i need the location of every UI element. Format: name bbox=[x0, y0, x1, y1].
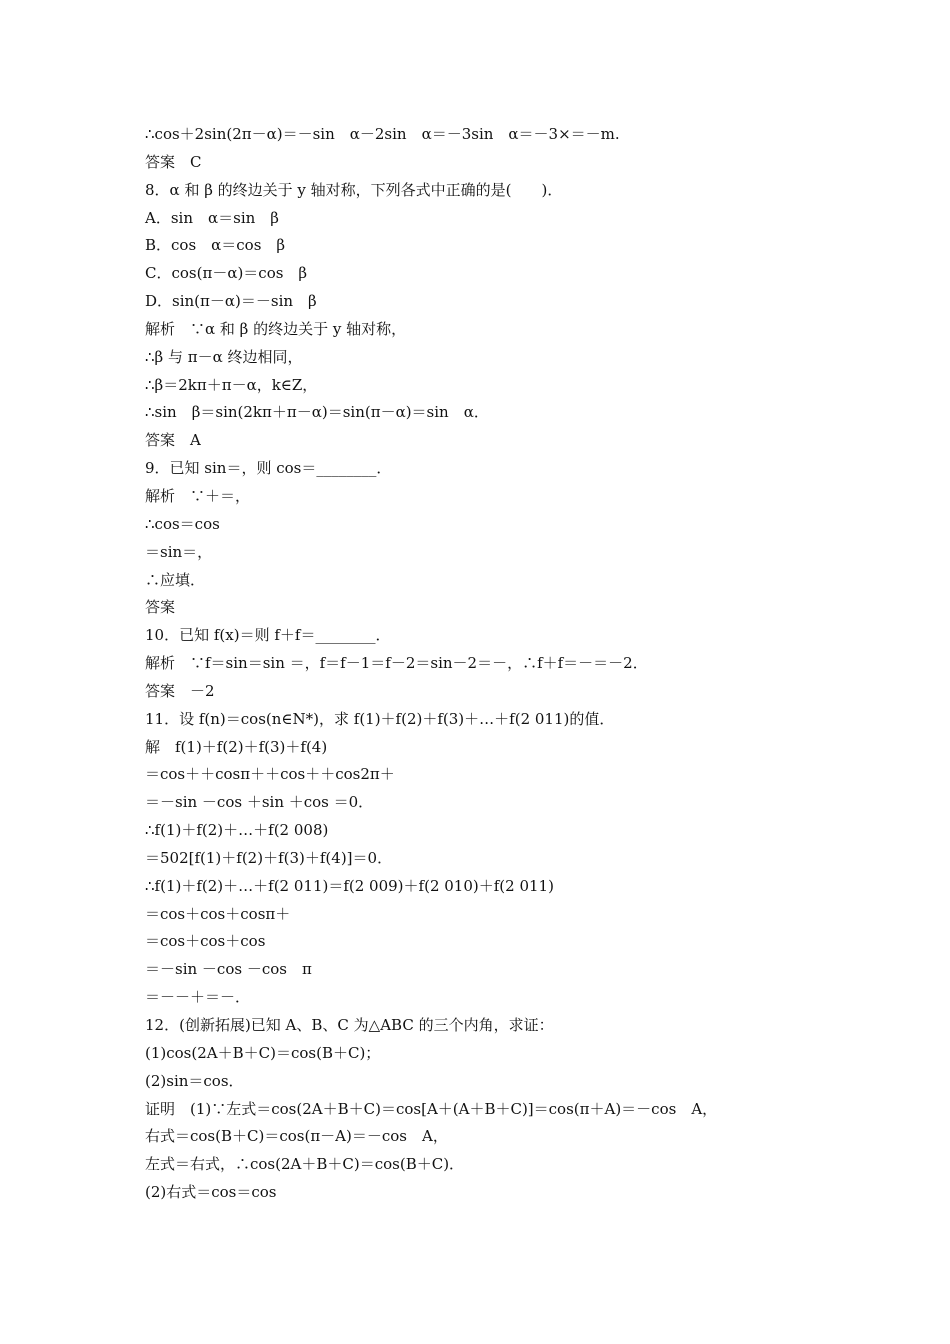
text-line: 左式＝右式，∴cos(2A＋B＋C)＝cos(B＋C)． bbox=[145, 1155, 465, 1174]
question-8: 8．α 和 β 的终边关于 y 轴对称，下列各式中正确的是( )． bbox=[145, 180, 563, 199]
question-11: 11．设 f(n)＝cos(n∈N*)，求 f(1)＋f(2)＋f(3)＋…＋f(2 011)的值． bbox=[145, 709, 615, 728]
answer-line: 答案 A bbox=[145, 431, 201, 450]
option-b: B．cos α＝cos β bbox=[145, 236, 286, 255]
analysis-line: 解析 ∵＋＝， bbox=[145, 486, 251, 505]
text-line: ∴f(1)＋f(2)＋…＋f(2 008) bbox=[145, 821, 329, 840]
text-line: ＝cos＋cos＋cos bbox=[145, 932, 266, 951]
question-10: 10．已知 f(x)＝则 f＋f＝________． bbox=[145, 626, 391, 645]
text-line: ∴cos＋2sin(2π－α)＝－sin α－2sin α＝－3sin α＝－3×＝－m. bbox=[145, 125, 620, 143]
text-line: ∴sin β＝sin(2kπ＋π－α)＝sin(π－α)＝sin α． bbox=[145, 403, 489, 422]
text-line: ＝－sin －cos ＋sin ＋cos ＝0． bbox=[145, 793, 374, 812]
text-line: ＝cos＋＋cosπ＋＋cos＋＋cos2π＋ bbox=[145, 765, 395, 784]
option-a: A．sin α＝sin β bbox=[145, 208, 279, 227]
option-d: D．sin(π－α)＝－sin β bbox=[145, 292, 317, 311]
text-line: (2)右式＝cos＝cos bbox=[145, 1183, 277, 1202]
text-line: ∴应填． bbox=[145, 570, 206, 589]
text-line: ＝cos＋cos＋cosπ＋ bbox=[145, 904, 291, 923]
text-line: ＝sin＝， bbox=[145, 542, 213, 561]
text-line: ＝－－＋＝－． bbox=[145, 988, 251, 1007]
text-line: 右式＝cos(B＋C)＝cos(π－A)＝－cos A， bbox=[145, 1127, 448, 1146]
text-line: (2)sin＝cos． bbox=[145, 1071, 244, 1090]
question-12: 12．(创新拓展)已知 A、B、C 为△ABC 的三个内角，求证： bbox=[145, 1016, 554, 1034]
text-line: ∴β＝2kπ＋π－α，k∈Z， bbox=[145, 375, 318, 394]
text-line: ＝502[f(1)＋f(2)＋f(3)＋f(4)]＝0． bbox=[145, 848, 393, 867]
analysis-line: 解析 ∵f＝sin＝sin ＝，f＝f－1＝f－2＝sin－2＝－，∴f＋f＝－＝－2． bbox=[145, 654, 648, 673]
answer-line: 答案 －2 bbox=[145, 681, 215, 700]
text-line: ＝－sin －cos －cos π bbox=[145, 960, 312, 979]
text-line: ∴f(1)＋f(2)＋…＋f(2 011)＝f(2 009)＋f(2 010)＋f(2 011) bbox=[145, 876, 554, 895]
solution-line: 解 f(1)＋f(2)＋f(3)＋f(4) bbox=[145, 737, 328, 756]
document-body bbox=[145, 121, 825, 1207]
option-c: C．cos(π－α)＝cos β bbox=[145, 264, 308, 283]
answer-line: 答案 C bbox=[145, 152, 202, 171]
answer-line: 答案 bbox=[145, 598, 176, 617]
question-9: 9．已知 sin＝，则 cos＝________． bbox=[145, 459, 392, 478]
proof-line: 证明 (1)∵左式＝cos(2A＋B＋C)＝cos[A＋(A＋B＋C)]＝cos(π＋A)＝－cos A， bbox=[145, 1099, 718, 1118]
text-line: ∴β 与 π－α 终边相同， bbox=[145, 347, 303, 366]
analysis-line: 解析 ∵α 和 β 的终边关于 y 轴对称， bbox=[145, 319, 407, 338]
text-line: (1)cos(2A＋B＋C)＝cos(B＋C)； bbox=[145, 1043, 381, 1062]
text-line: ∴cos＝cos bbox=[145, 514, 220, 533]
